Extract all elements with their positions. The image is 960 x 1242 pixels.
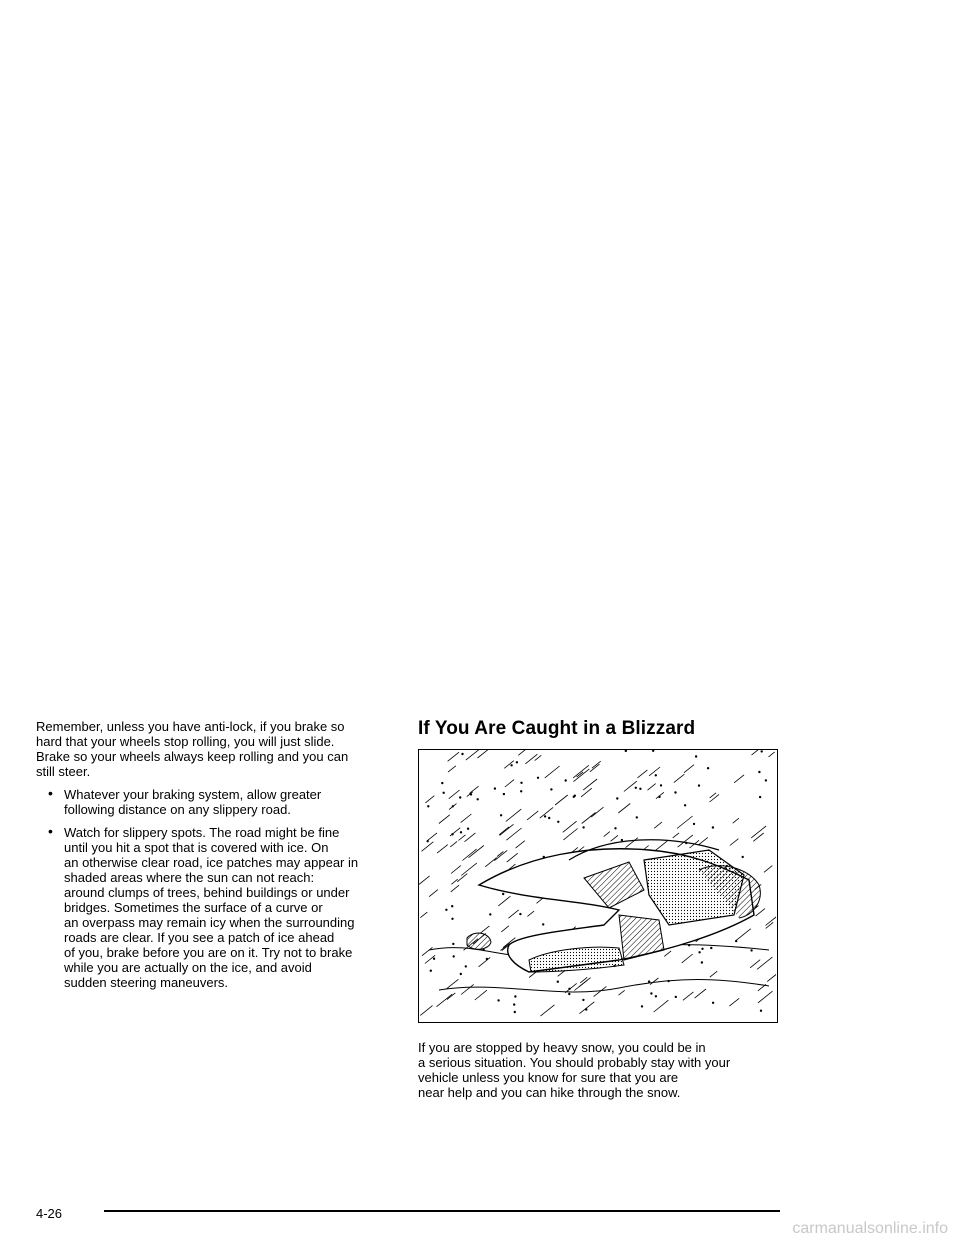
snow-dot — [684, 805, 686, 807]
snow-dot — [621, 839, 623, 841]
snow-dot — [617, 798, 619, 800]
snow-streak — [582, 813, 596, 824]
snow-streak — [710, 971, 717, 977]
snow-dot — [513, 1004, 515, 1006]
snow-dot — [699, 952, 701, 954]
snow-dot — [651, 993, 653, 995]
section-heading: If You Are Caught in a Blizzard — [418, 718, 696, 739]
snow-dot — [648, 981, 650, 983]
snow-streak — [427, 833, 437, 841]
watermark-text: carmanualsonline.info — [792, 1220, 948, 1237]
snow-dot — [502, 893, 504, 895]
snow-streak — [425, 796, 434, 803]
snow-dot — [640, 788, 642, 790]
snow-dot — [675, 996, 677, 998]
snow-streak — [683, 992, 694, 1000]
snow-dot — [569, 988, 571, 990]
snow-dot — [477, 799, 479, 801]
snow-dot — [693, 823, 695, 825]
snow-streak — [450, 841, 457, 847]
snow-dot — [521, 782, 523, 784]
snow-dot — [460, 832, 462, 834]
snow-dot — [583, 827, 585, 829]
snow-streak — [506, 809, 522, 821]
snow-dot — [557, 981, 559, 983]
snow-dot — [453, 956, 455, 958]
blizzard-car-illustration — [418, 749, 778, 1023]
snow-streak — [730, 839, 739, 846]
snow-streak — [451, 866, 461, 874]
snow-streak — [478, 750, 492, 758]
snow-streak — [624, 781, 637, 792]
snow-dot — [443, 792, 445, 794]
snow-streak — [439, 815, 450, 824]
snow-dot — [761, 751, 763, 753]
snow-streak — [751, 826, 766, 838]
snow-dot — [641, 1006, 643, 1008]
snow-dot — [586, 1009, 588, 1011]
snow-dot — [542, 924, 544, 926]
snow-dot — [451, 905, 453, 907]
snow-dot — [503, 793, 505, 795]
snow-dot — [702, 948, 704, 950]
snow-streak — [574, 980, 587, 991]
snow-dot — [446, 909, 448, 911]
snow-dot — [494, 788, 496, 790]
bullet-text: Whatever your braking system, allow greater following distance on any slippery road. — [64, 787, 322, 817]
snow-dot — [452, 834, 454, 836]
snow-streak — [540, 1005, 554, 1016]
snow-dot — [490, 914, 492, 916]
snow-streak — [479, 957, 491, 966]
intro-paragraph: Remember, unless you have anti-lock, if you brake so hard that your wheels stop rolling, you will just slide. Brake so your wheels always keep rolling and you can still steer. — [36, 719, 349, 779]
snow-streak — [591, 807, 603, 817]
snow-dot — [707, 767, 709, 769]
snow-dot — [711, 947, 713, 949]
snow-streak — [710, 794, 719, 802]
footer-divider — [104, 1210, 780, 1212]
bullet-item — [36, 787, 396, 817]
snow-streak — [506, 828, 521, 840]
right-column — [418, 717, 788, 1100]
snow-dot — [515, 996, 517, 998]
snow-streak — [682, 954, 693, 963]
snow-dot — [520, 791, 522, 793]
snow-streak — [507, 853, 518, 862]
snow-streak — [590, 764, 600, 772]
snow-streak — [458, 835, 465, 841]
snow-streak — [465, 833, 476, 842]
snow-dot — [548, 817, 550, 819]
snow-streak — [579, 1002, 594, 1014]
snow-streak — [498, 896, 510, 906]
bullet-icon: • — [48, 823, 53, 839]
snow-streak — [508, 910, 518, 918]
snow-streak — [750, 960, 760, 968]
snow-dot — [514, 1011, 516, 1013]
snow-streak — [501, 926, 509, 932]
snow-streak — [736, 929, 751, 941]
snow-dot — [698, 785, 700, 787]
snow-dot — [511, 765, 513, 767]
snow-streak — [420, 912, 427, 918]
snow-streak — [604, 832, 610, 837]
snow-dot — [459, 797, 461, 799]
snow-dot — [427, 840, 429, 842]
snow-dot — [573, 796, 575, 798]
snow-dot — [565, 780, 567, 782]
snow-dot — [712, 827, 714, 829]
snow-streak — [654, 822, 662, 828]
snow-streak — [516, 841, 525, 848]
snow-streak — [618, 804, 630, 814]
snow-streak — [461, 814, 472, 823]
snow-streak — [619, 990, 625, 995]
snow-streak — [626, 838, 638, 848]
snow-streak — [451, 879, 457, 884]
snow-streak — [729, 998, 739, 1006]
snow-streak — [733, 818, 739, 823]
snow-streak — [422, 842, 434, 852]
snow-streak — [650, 978, 658, 985]
snow-streak — [419, 876, 430, 885]
snow-streak — [518, 750, 529, 755]
snow-streak — [469, 846, 484, 858]
snow-dot — [516, 762, 518, 764]
snow-dot — [635, 787, 637, 789]
snow-streak — [540, 807, 553, 818]
snow-streak — [535, 755, 542, 760]
snow-dot — [625, 750, 627, 752]
snow-streak — [480, 926, 489, 933]
snow-streak — [673, 833, 679, 838]
snow-streak — [527, 811, 538, 820]
snow-streak — [752, 750, 761, 755]
snow-streak — [581, 788, 592, 797]
snow-streak — [766, 922, 774, 928]
snow-streak — [637, 770, 647, 778]
snow-dot — [498, 1000, 500, 1002]
snow-streak — [545, 766, 560, 778]
snow-streak — [555, 795, 568, 805]
snow-dot — [569, 993, 571, 995]
snow-dot — [675, 792, 677, 794]
snow-streak — [674, 774, 685, 782]
snow-dot — [467, 828, 469, 830]
snow-dot — [701, 962, 703, 964]
snow-streak — [447, 993, 455, 1000]
snow-streak — [583, 779, 597, 790]
snow-streak — [494, 850, 507, 860]
snow-dot — [695, 756, 697, 758]
snow-streak — [525, 754, 537, 764]
snow-streak — [449, 790, 460, 799]
snow-streak — [611, 835, 619, 841]
snow-streak — [677, 816, 693, 829]
snow-dot — [460, 973, 462, 975]
snow-streak — [758, 991, 773, 1003]
snow-dot — [537, 777, 539, 779]
snow-streak — [695, 989, 706, 998]
snow-dot — [486, 958, 488, 960]
snow-dot — [583, 999, 585, 1001]
snow-streak — [654, 1000, 669, 1012]
bullet-list — [36, 787, 396, 990]
snow-dot — [759, 796, 761, 798]
snow-dot — [751, 950, 753, 952]
snow-dot — [465, 966, 467, 968]
snow-streak — [437, 845, 448, 854]
snow-streak — [466, 750, 480, 760]
snow-dot — [636, 817, 638, 819]
snow-dot — [453, 943, 455, 945]
snow-dot — [544, 816, 546, 818]
snow-streak — [422, 947, 433, 955]
snow-streak — [767, 971, 776, 982]
snow-dot — [712, 1002, 714, 1004]
snow-streak — [437, 994, 453, 1007]
snow-streak — [766, 914, 777, 926]
snow-dot — [655, 996, 657, 998]
snow-streak — [527, 911, 534, 916]
snow-streak — [580, 977, 587, 983]
snow-streak — [462, 849, 476, 860]
snow-dot — [433, 958, 435, 960]
bullet-item — [36, 825, 396, 990]
snowbound-car-drawing — [419, 750, 776, 1021]
snow-dot — [430, 970, 432, 972]
snow-dot — [760, 1010, 762, 1012]
snow-streak — [469, 786, 478, 793]
snow-dot — [615, 828, 617, 830]
snow-streak — [475, 990, 487, 1000]
snow-dot — [660, 785, 662, 787]
snow-streak — [499, 827, 509, 835]
snow-dot — [500, 815, 502, 817]
snow-dot — [759, 771, 761, 773]
snow-dot — [442, 782, 444, 784]
snow-streak — [684, 765, 694, 773]
snow-streak — [500, 824, 514, 835]
snow-streak — [451, 885, 459, 892]
snow-streak — [429, 890, 438, 897]
page-number: 4-26 — [36, 1206, 63, 1221]
snow-streak — [698, 837, 708, 845]
snow-dot — [735, 940, 737, 942]
snow-streak — [485, 858, 497, 867]
snow-streak — [648, 784, 656, 791]
snow-dot — [652, 750, 654, 752]
snow-streak — [448, 752, 459, 761]
snow-dot — [462, 753, 464, 755]
snow-dot — [452, 918, 454, 920]
snow-streak — [664, 951, 671, 957]
snow-dot — [452, 806, 454, 808]
snow-streak — [420, 1006, 432, 1016]
snow-dot — [742, 856, 744, 858]
snow-dot — [470, 794, 472, 796]
snow-streak — [505, 780, 514, 787]
snow-streak — [769, 752, 775, 757]
snow-dot — [551, 789, 553, 791]
snow-streak — [461, 984, 474, 994]
snow-dot — [655, 775, 657, 777]
snow-dot — [428, 806, 430, 808]
snow-dot — [765, 780, 767, 782]
snow-dot — [558, 821, 560, 823]
snow-streak — [461, 863, 477, 875]
snow-streak — [757, 957, 772, 969]
bullet-text: Watch for slippery spots. The road might be fine until you hit a spot that is covered with ice. On an otherwise clear road, ice patches may appear in shaded areas where the sun can not reach: around clumps of trees, behind buildings or under bridges. Sometimes the surface of a curve or an overpass may remain icy when the surrounding roads are clear. If you see a patch of ice ahead of you, brake before you are on it. Try not to brake while you are actually on the ice, and avoid sudden steering maneuvers. — [64, 825, 359, 990]
snow-streak — [756, 909, 765, 917]
snow-streak — [654, 841, 667, 852]
bullet-icon: • — [48, 785, 53, 801]
snow-streak — [753, 833, 763, 841]
snow-streak — [448, 766, 456, 772]
left-column — [36, 719, 396, 998]
snow-dot — [659, 796, 661, 798]
snow-streak — [447, 979, 459, 989]
figure-caption: If you are stopped by heavy snow, you could be in a serious situation. You should probably stay with your vehicle unless you know for sure that you are near help and you can hike through the snow. — [418, 1040, 731, 1100]
snow-streak — [734, 775, 744, 783]
snow-dot — [520, 913, 522, 915]
snow-streak — [764, 866, 772, 873]
snow-streak — [649, 767, 660, 776]
